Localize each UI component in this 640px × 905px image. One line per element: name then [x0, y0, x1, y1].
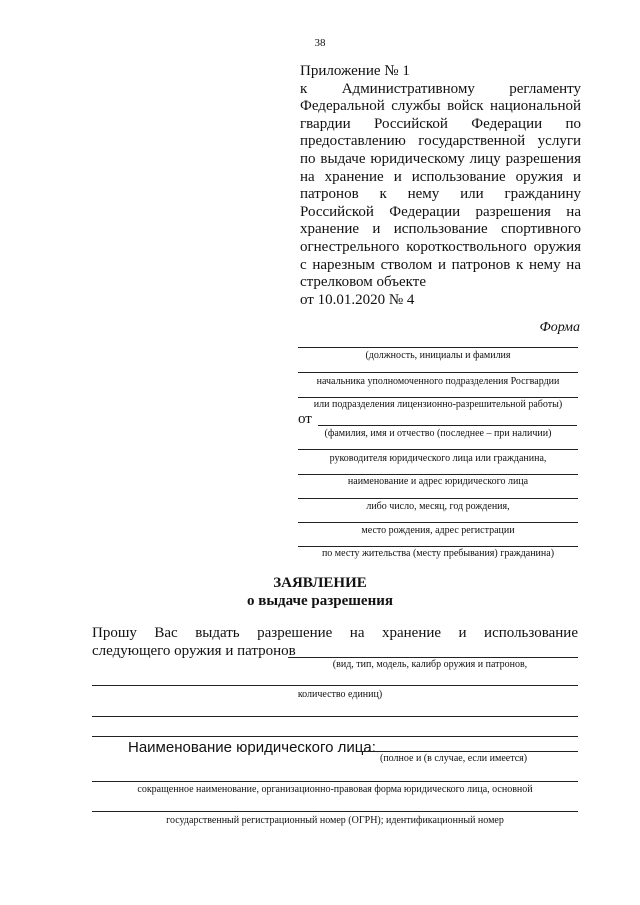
quantity-caption: количество единиц) [297, 689, 383, 700]
form-label: Форма [539, 320, 580, 335]
addressee-caption: или подразделения лицензионно-разрешительной работы) [313, 399, 563, 410]
page-number: 38 [314, 37, 326, 49]
appendix-line: огнестрельного короткоствольного оружия [300, 238, 581, 255]
from-caption: наименование и адрес юридического лица [347, 476, 529, 487]
appendix-line: Федеральной службы войск национальной [300, 98, 581, 115]
appendix-line: предоставлению государственной услуги [300, 133, 581, 150]
weapon-field-line[interactable] [288, 657, 578, 658]
appendix-line: хранение и использование спортивного [300, 221, 581, 238]
from-field-line[interactable] [298, 449, 578, 450]
from-field-line[interactable] [298, 522, 578, 523]
from-label: от [298, 411, 312, 427]
from-field-line[interactable] [298, 474, 578, 475]
weapon-field-line[interactable] [92, 685, 578, 686]
request-text-2: следующего оружия и патронов [92, 643, 296, 659]
from-caption: либо число, месяц, год рождения, [366, 501, 510, 512]
legal-name-field-line[interactable] [92, 811, 578, 812]
document-title: ЗАЯВЛЕНИЕ [273, 575, 367, 591]
addressee-field-line[interactable] [298, 372, 578, 373]
appendix-line: стрелковом объекте [300, 274, 426, 291]
short-name-caption: сокращенное наименование, организационно-правовая форма юридического лица, основной [137, 784, 533, 795]
appendix-block [300, 63, 581, 309]
weapon-field-line[interactable] [92, 716, 578, 717]
appendix-line: на хранение и использование оружия и [300, 168, 581, 185]
from-field-line[interactable] [298, 498, 578, 499]
appendix-line: гвардии Российской Федерации по [300, 115, 581, 132]
from-field-line[interactable] [318, 425, 577, 426]
appendix-line: Российской Федерации разрешения на [300, 203, 581, 220]
addressee-caption: начальника уполномоченного подразделения Росгвардии [316, 376, 560, 387]
appendix-line: Приложение № 1 [300, 63, 410, 79]
appendix-line: с нарезным стволом и патронов к нему на [300, 256, 581, 273]
appendix-line: патронов к нему или гражданину [300, 186, 581, 203]
from-caption: (фамилия, имя и отчество (последнее – при наличии) [324, 428, 552, 439]
weapon-caption: (вид, тип, модель, калибр оружия и патронов, [332, 659, 528, 670]
from-field-line[interactable] [298, 546, 578, 547]
addressee-caption: (должность, инициалы и фамилия [365, 350, 511, 361]
from-caption: место рождения, адрес регистрации [361, 525, 515, 536]
legal-name-field-line[interactable] [92, 781, 578, 782]
appendix-line: по выдаче юридическому лицу разрешения [300, 150, 581, 167]
from-caption: руководителя юридического лица или гражданина, [329, 453, 547, 464]
addressee-field-line[interactable] [298, 347, 578, 348]
appendix-line: от 10.01.2020 № 4 [300, 291, 415, 308]
legal-name-field-line[interactable] [358, 751, 578, 752]
document-subtitle: о выдаче разрешения [246, 593, 393, 609]
request-text: Прошу Вас выдать разрешение на хранение и использование [92, 625, 578, 641]
appendix-line: к Административному регламенту [300, 80, 581, 97]
addressee-field-line[interactable] [298, 397, 578, 398]
legal-name-caption: (полное и (в случае, если имеется) [380, 753, 528, 764]
from-caption: по месту жительства (месту пребывания) гражданина) [321, 548, 555, 559]
legal-name-label: Наименование юридического лица: [128, 739, 376, 756]
ogrn-caption: государственный регистрационный номер (ОГРН); идентификационный номер [166, 815, 504, 826]
weapon-field-line[interactable] [92, 736, 578, 737]
